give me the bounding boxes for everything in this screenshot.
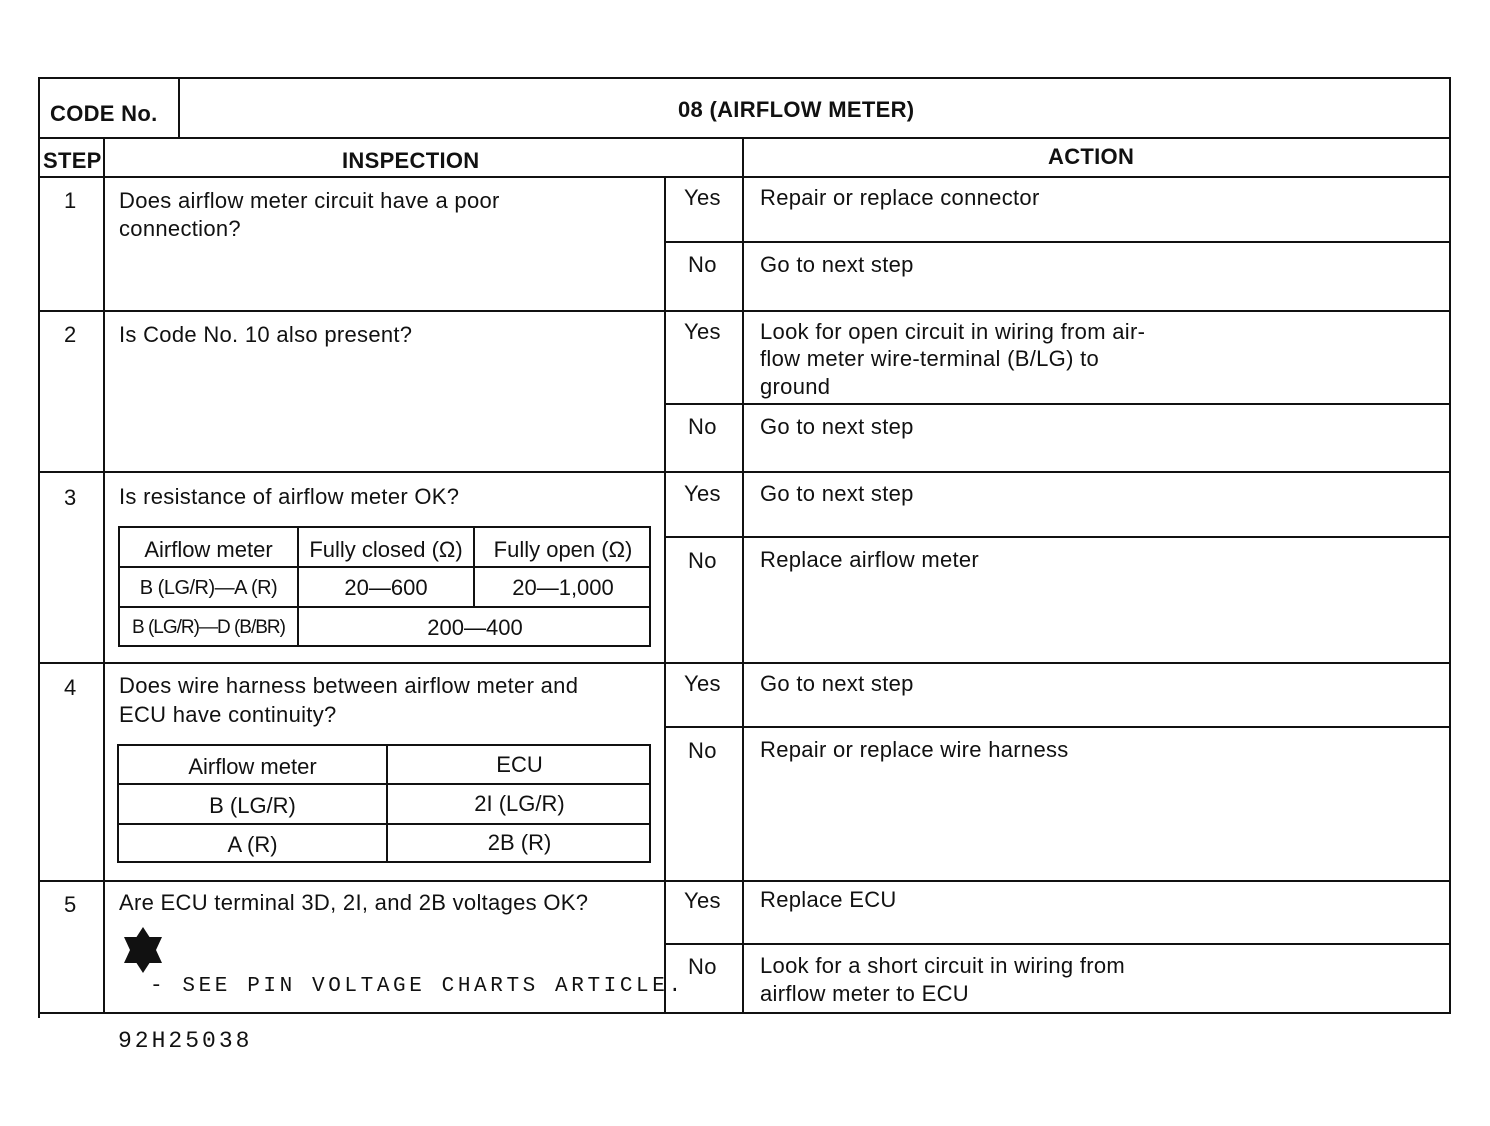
step-number: 2 <box>64 322 77 347</box>
code-title: 08 (AIRFLOW METER) <box>678 97 915 122</box>
no-label: No <box>688 548 717 573</box>
inspection-question: connection? <box>119 216 241 241</box>
no-action: Look for a short circuit in wiring from <box>760 953 1126 978</box>
table-cell: 2B (R) <box>487 830 552 855</box>
no-label: No <box>688 738 717 763</box>
no-action: Go to next step <box>760 414 914 439</box>
table-header: Fully open (Ω) <box>493 537 633 562</box>
action-column-header: ACTION <box>1048 144 1135 169</box>
no-action: Repair or replace wire harness <box>760 737 1069 762</box>
table-header: Fully closed (Ω) <box>309 537 463 562</box>
step-number: 1 <box>64 188 77 213</box>
table-cell: B (LG/R)—D (B/BR) <box>132 617 285 638</box>
table-header: Airflow meter <box>188 754 317 779</box>
yes-action: ground <box>760 374 831 399</box>
no-label: No <box>688 414 717 439</box>
resistance-table <box>118 526 651 647</box>
table-cell: 20—1,000 <box>512 575 614 600</box>
table-cell: 200—400 <box>427 615 523 640</box>
inspection-question: Does airflow meter circuit have a poor <box>119 188 500 213</box>
frame-top <box>38 77 1451 79</box>
frame-left <box>38 77 40 1018</box>
inspection-question: Is resistance of airflow meter OK? <box>119 484 460 509</box>
table-cell: B (LG/R)—A (R) <box>139 577 278 599</box>
table-cell: A (R) <box>227 832 278 857</box>
inspection-question: Does wire harness between airflow meter and <box>119 673 579 698</box>
table-cell: 20—600 <box>344 575 428 600</box>
table-cell: B (LG/R) <box>209 793 296 818</box>
yes-label: Yes <box>684 671 721 696</box>
yes-label: Yes <box>684 481 721 506</box>
no-action: airflow meter to ECU <box>760 981 969 1006</box>
frame-bottom <box>38 1012 1451 1014</box>
inspection-question: Is Code No. 10 also present? <box>119 322 413 347</box>
no-action: Replace airflow meter <box>760 547 980 572</box>
continuity-table <box>117 744 651 863</box>
no-label: No <box>688 954 717 979</box>
table-header: Airflow meter <box>144 537 273 562</box>
table-cell: 2I (LG/R) <box>474 791 565 816</box>
inspection-question: ECU have continuity? <box>119 702 337 727</box>
no-action: Go to next step <box>760 252 914 277</box>
no-label: No <box>688 252 717 277</box>
inspection-question: Are ECU terminal 3D, 2I, and 2B voltages OK? <box>119 890 589 915</box>
yes-action: Go to next step <box>760 671 914 696</box>
pin-voltage-note: - SEE PIN VOLTAGE CHARTS ARTICLE. <box>150 975 685 998</box>
step-number: 5 <box>64 892 77 917</box>
inspection-column-header: INSPECTION <box>342 148 480 173</box>
code-label: CODE No. <box>50 101 158 126</box>
step-number: 3 <box>64 485 77 510</box>
yes-label: Yes <box>684 185 721 210</box>
yes-label: Yes <box>684 319 721 344</box>
figure-id: 92H25038 <box>118 1028 253 1054</box>
frame-right <box>1449 77 1451 1012</box>
yes-action: Look for open circuit in wiring from air- <box>760 319 1146 344</box>
yes-action: flow meter wire-terminal (B/LG) to <box>760 346 1100 371</box>
yes-label: Yes <box>684 888 721 913</box>
yes-action: Go to next step <box>760 481 914 506</box>
yes-action: Repair or replace connector <box>760 185 1040 210</box>
table-header: ECU <box>496 752 543 777</box>
yes-action: Replace ECU <box>760 887 897 912</box>
step-column-header: STEP <box>43 148 102 173</box>
star-icon <box>116 926 170 974</box>
step-number: 4 <box>64 675 77 700</box>
